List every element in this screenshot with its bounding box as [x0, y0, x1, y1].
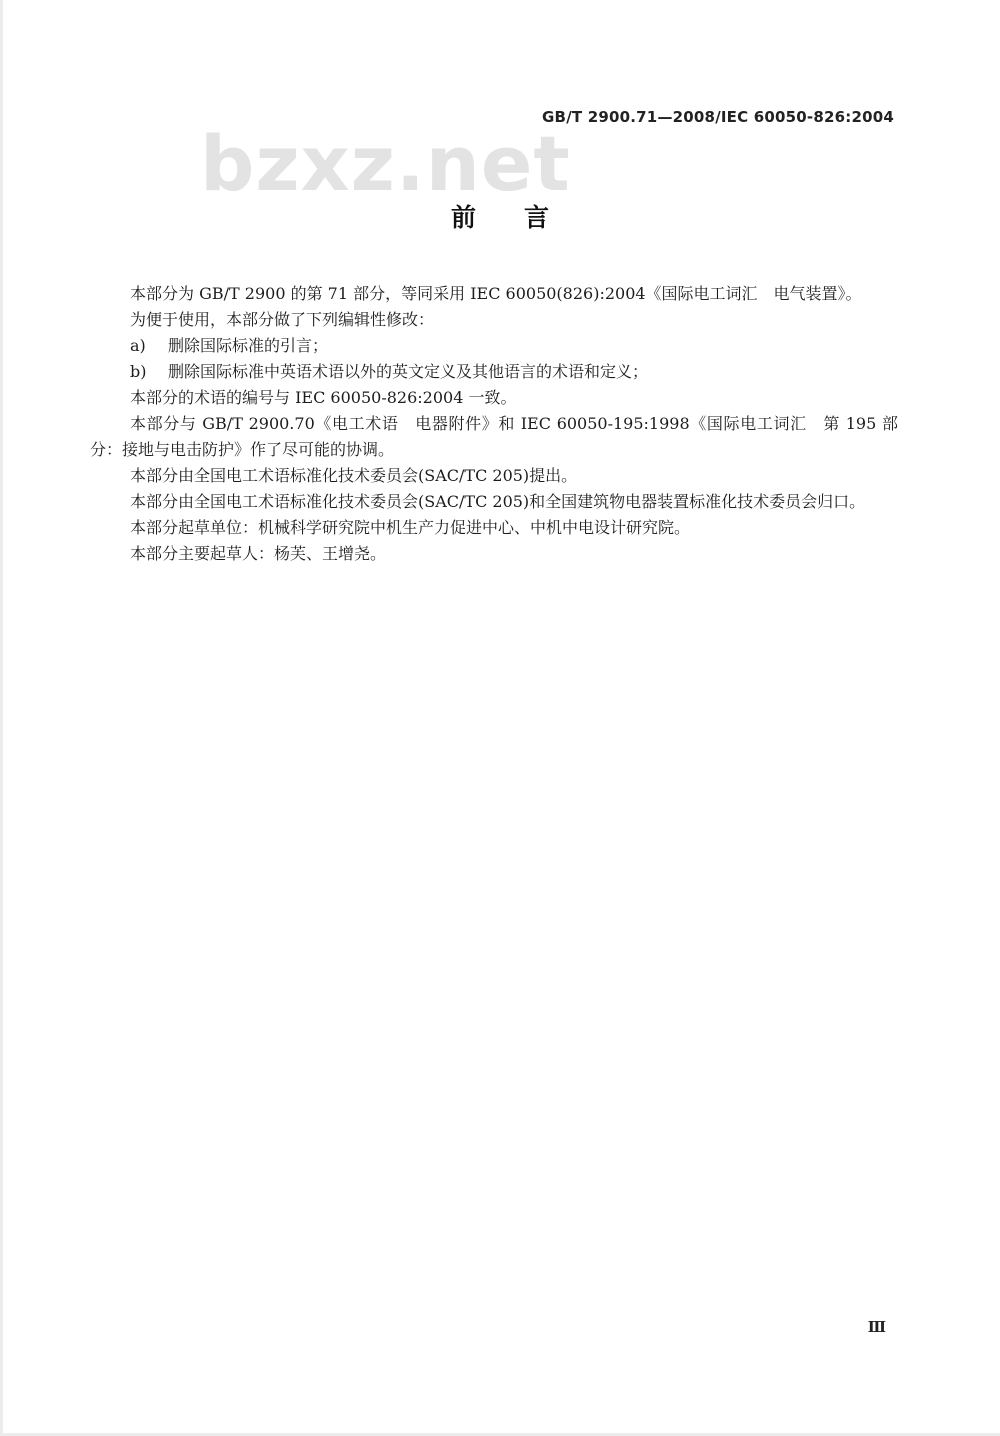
- paragraph-adoption: 本部分为 GB/T 2900 的第 71 部分，等同采用 IEC 60050(826):2004《国际电工词汇 电气装置》。: [130, 284, 862, 303]
- paragraph-coordination: 本部分与 GB/T 2900.70《电工术语 电器附件》和 IEC 60050-195:1998《国际电工词汇 第 195 部分：接地与电击防护》作了尽可能的协调。: [90, 414, 898, 459]
- title-char-1: 前: [450, 203, 476, 232]
- list-marker: b): [130, 362, 147, 381]
- paragraph-drafters: 本部分主要起草人：杨芙、王增尧。: [130, 544, 387, 563]
- paragraph-proposed-by: 本部分由全国电工术语标准化技术委员会(SAC/TC 205)提出。: [130, 466, 578, 485]
- list-item-text: 删除国际标准的引言；: [168, 336, 329, 355]
- paragraph-numbering: 本部分的术语的编号与 IEC 60050-826:2004 一致。: [130, 388, 517, 407]
- list-marker: a): [130, 336, 146, 355]
- standard-number-header: GB/T 2900.71—2008/IEC 60050-826:2004: [542, 108, 894, 126]
- paragraph-centralized-by: 本部分由全国电工术语标准化技术委员会(SAC/TC 205)和全国建筑物电器装置标准化技术委员会归口。: [130, 492, 866, 511]
- list-item: [90, 359, 898, 385]
- title-char-2: 言: [524, 203, 550, 232]
- paragraph-drafting-units: 本部分起草单位：机械科学研究院中机生产力促进中心、中机中电设计研究院。: [130, 518, 691, 537]
- watermark: bzxz.net: [200, 119, 571, 208]
- list-item-text: 删除国际标准中英语术语以外的英文定义及其他语言的术语和定义；: [168, 362, 649, 381]
- page-number: Ⅲ: [867, 1318, 886, 1336]
- list-item: [90, 333, 898, 359]
- paragraph-editorial-intro: 为便于使用，本部分做了下列编辑性修改：: [130, 310, 435, 329]
- page-title: [0, 198, 1000, 234]
- foreword-body: [90, 281, 898, 567]
